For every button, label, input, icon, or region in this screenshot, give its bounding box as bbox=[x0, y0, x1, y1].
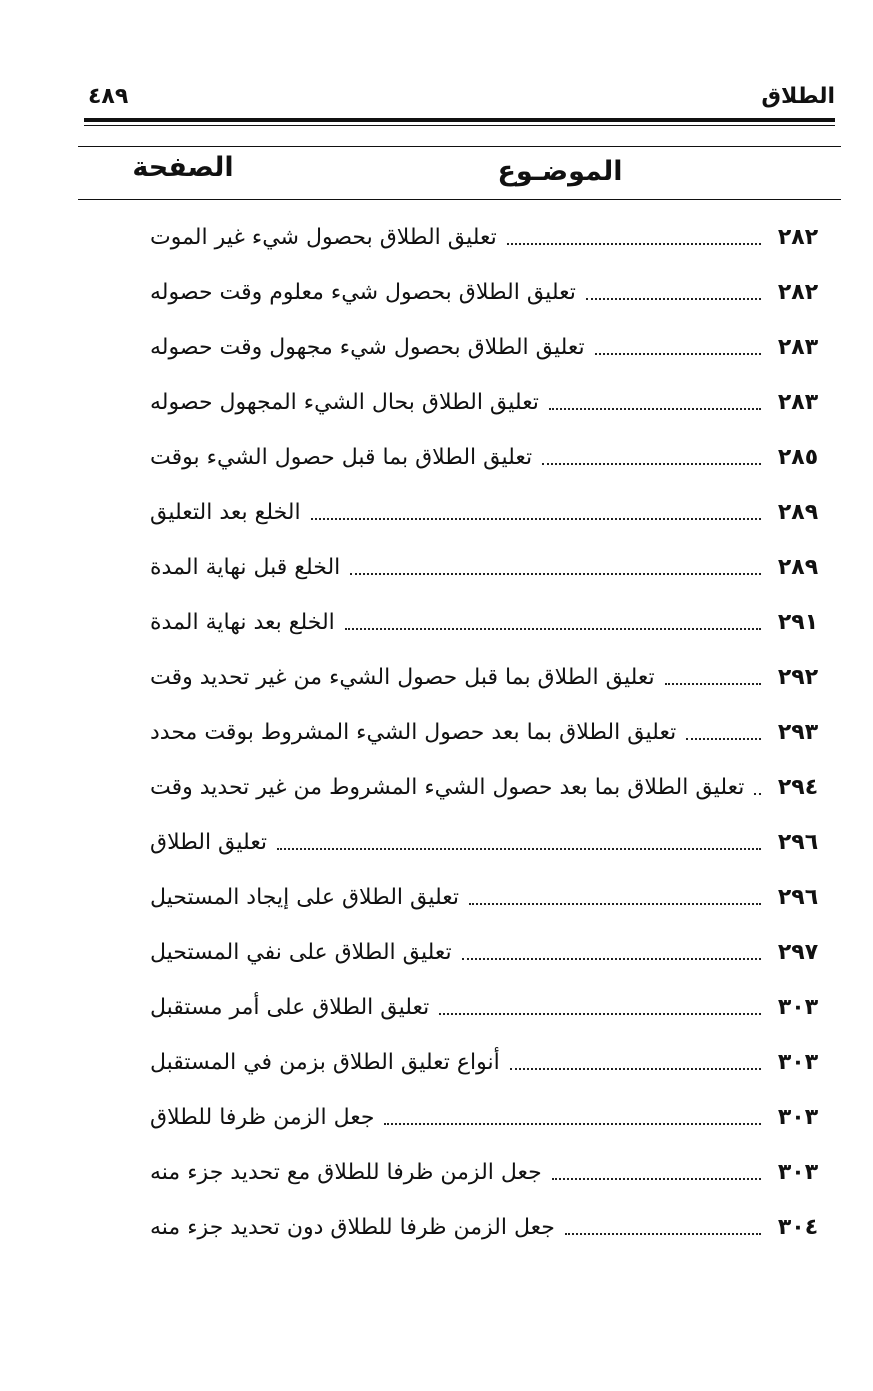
toc-row bbox=[150, 650, 827, 705]
toc-row bbox=[150, 485, 827, 540]
toc-row bbox=[150, 595, 827, 650]
dot-leader bbox=[686, 738, 761, 740]
toc-entry-title: تعليق الطلاق بما قبل حصول الشيء من غير تحديد وقت bbox=[150, 665, 655, 690]
toc-entry-title: أنواع تعليق الطلاق بزمن في المستقبل bbox=[150, 1050, 500, 1075]
toc-entry-title: جعل الزمن ظرفا للطلاق bbox=[150, 1105, 375, 1130]
dot-leader bbox=[665, 683, 761, 685]
toc-entry-page: ٢٩٧ bbox=[777, 940, 819, 965]
dot-leader bbox=[507, 243, 761, 245]
toc-entry-page: ٢٩١ bbox=[777, 610, 819, 635]
toc-entry-title: الخلع قبل نهاية المدة bbox=[150, 555, 341, 580]
page-number: ٤٨٩ bbox=[88, 84, 129, 109]
toc-entry-title: تعليق الطلاق على نفي المستحيل bbox=[150, 940, 452, 965]
toc-row bbox=[150, 210, 827, 265]
toc-entry-title: جعل الزمن ظرفا للطلاق دون تحديد جزء منه bbox=[150, 1215, 555, 1240]
toc-row bbox=[150, 1145, 827, 1200]
dot-leader bbox=[565, 1233, 761, 1235]
toc-entry-title: تعليق الطلاق بحصول شيء مجهول وقت حصوله bbox=[150, 335, 585, 360]
toc-entry-title: تعليق الطلاق بما بعد حصول الشيء المشروط بوقت محدد bbox=[150, 720, 677, 745]
toc-entry-page: ٣٠٤ bbox=[777, 1215, 819, 1240]
dot-leader bbox=[384, 1123, 761, 1125]
dot-leader bbox=[350, 573, 761, 575]
toc-entry-title: تعليق الطلاق بحال الشيء المجهول حصوله bbox=[150, 390, 539, 415]
toc-entry-page: ٢٩٦ bbox=[777, 830, 819, 855]
toc-entry-page: ٣٠٣ bbox=[777, 995, 819, 1020]
dot-leader bbox=[595, 353, 761, 355]
toc-entry-page: ٢٨٩ bbox=[777, 555, 819, 580]
toc-entry-page: ٢٩٣ bbox=[777, 720, 819, 745]
toc-row bbox=[150, 705, 827, 760]
toc-entry-title: تعليق الطلاق بحصول شيء غير الموت bbox=[150, 225, 497, 250]
dot-leader bbox=[552, 1178, 761, 1180]
dot-leader bbox=[586, 298, 761, 300]
column-header-topic: الموضـوع bbox=[497, 156, 623, 187]
toc-entry-page: ٢٨٢ bbox=[777, 225, 819, 250]
toc-row bbox=[150, 925, 827, 980]
toc-entry-page: ٢٨٢ bbox=[777, 280, 819, 305]
toc-entry-page: ٣٠٣ bbox=[777, 1105, 819, 1130]
dot-leader bbox=[542, 463, 761, 465]
header-rule-thick bbox=[84, 118, 835, 122]
toc-row bbox=[150, 870, 827, 925]
table-top-rule bbox=[78, 146, 841, 147]
dot-leader bbox=[439, 1013, 761, 1015]
toc-list bbox=[150, 210, 827, 1255]
toc-row bbox=[150, 1090, 827, 1145]
toc-entry-page: ٣٠٣ bbox=[777, 1160, 819, 1185]
toc-entry-title: تعليق الطلاق bbox=[150, 830, 268, 855]
toc-entry-title: تعليق الطلاق بما قبل حصول الشيء بوقت bbox=[150, 445, 533, 470]
dot-leader bbox=[277, 848, 761, 850]
toc-row bbox=[150, 320, 827, 375]
toc-entry-page: ٢٨٣ bbox=[777, 390, 819, 415]
table-head-rule bbox=[78, 199, 841, 200]
toc-entry-page: ٢٩٦ bbox=[777, 885, 819, 910]
toc-entry-title: الخلع بعد التعليق bbox=[150, 500, 301, 525]
toc-row bbox=[150, 265, 827, 320]
dot-leader bbox=[311, 518, 761, 520]
toc-row bbox=[150, 1200, 827, 1255]
dot-leader bbox=[469, 903, 761, 905]
column-header-page: الصفحة bbox=[132, 152, 234, 183]
running-header-title: الطلاق bbox=[761, 84, 835, 109]
dot-leader bbox=[510, 1068, 761, 1070]
toc-entry-title: تعليق الطلاق على إيجاد المستحيل bbox=[150, 885, 460, 910]
toc-row bbox=[150, 430, 827, 485]
running-header bbox=[84, 84, 835, 118]
dot-leader bbox=[549, 408, 761, 410]
toc-row bbox=[150, 980, 827, 1035]
toc-row bbox=[150, 760, 827, 815]
toc-entry-page: ٢٨٣ bbox=[777, 335, 819, 360]
toc-entry-title: تعليق الطلاق على أمر مستقبل bbox=[150, 995, 430, 1020]
header-rule-thin bbox=[84, 125, 835, 126]
toc-entry-title: تعليق الطلاق بما بعد حصول الشيء المشروط من غير تحديد وقت bbox=[150, 775, 745, 800]
toc-row bbox=[150, 375, 827, 430]
toc-entry-title: جعل الزمن ظرفا للطلاق مع تحديد جزء منه bbox=[150, 1160, 542, 1185]
dot-leader bbox=[462, 958, 761, 960]
toc-entry-page: ٢٨٥ bbox=[777, 445, 819, 470]
toc-entry-title: الخلع بعد نهاية المدة bbox=[150, 610, 335, 635]
toc-entry-page: ٢٨٩ bbox=[777, 500, 819, 525]
toc-row bbox=[150, 540, 827, 595]
dot-leader bbox=[754, 793, 761, 795]
toc-entry-page: ٢٩٢ bbox=[777, 665, 819, 690]
toc-row bbox=[150, 815, 827, 870]
toc-entry-page: ٣٠٣ bbox=[777, 1050, 819, 1075]
dot-leader bbox=[345, 628, 761, 630]
toc-entry-page: ٢٩٤ bbox=[777, 775, 819, 800]
toc-entry-title: تعليق الطلاق بحصول شيء معلوم وقت حصوله bbox=[150, 280, 576, 305]
toc-row bbox=[150, 1035, 827, 1090]
